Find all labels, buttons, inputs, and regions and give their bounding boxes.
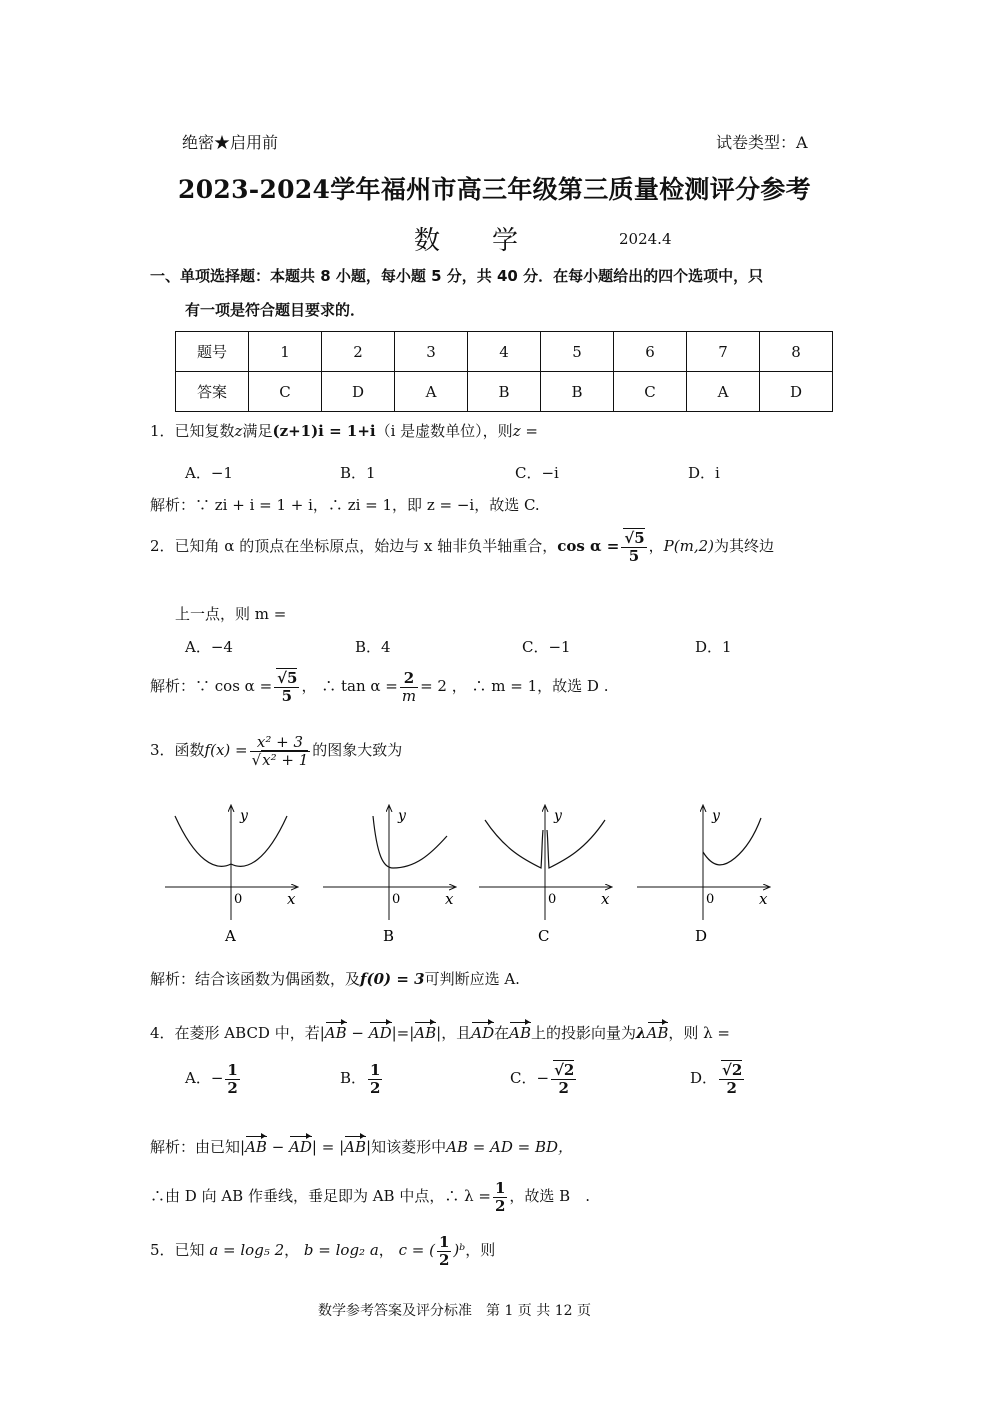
solution-label: 解析： xyxy=(150,1138,196,1156)
vector-ab: AB xyxy=(414,1024,437,1042)
vector-ab: AB xyxy=(245,1138,267,1156)
y-axis-label: y xyxy=(398,808,406,824)
fraction-denominator: 5 xyxy=(628,546,640,565)
answer-table xyxy=(175,331,833,412)
option-sign: − xyxy=(210,1069,224,1087)
q3-solution xyxy=(150,968,520,989)
table-cell: 7 xyxy=(687,332,760,372)
graph-label-d: D xyxy=(695,927,708,945)
solution-label: 解析： xyxy=(150,970,196,988)
x-axis-label: x xyxy=(287,890,296,908)
q4-solution-line2 xyxy=(150,1180,590,1214)
q4-option-a xyxy=(185,1062,242,1096)
table-cell: A xyxy=(687,372,760,412)
solution-label: 解析： xyxy=(150,677,196,695)
q3-stem-text: 的图象大致为 xyxy=(312,741,403,759)
q2-cos-fraction xyxy=(621,530,646,564)
q4-stem xyxy=(150,1022,730,1043)
origin-label: 0 xyxy=(234,892,243,907)
q4-condition: |AB − AD|=|AB| xyxy=(319,1024,442,1042)
fraction-numerator: x² + 3 xyxy=(250,734,311,752)
option-label: C． xyxy=(510,1069,537,1087)
solution-label: 解析： xyxy=(150,496,196,514)
table-cell: 1 xyxy=(249,332,322,372)
fraction-denominator: 2 xyxy=(370,1078,381,1097)
vector-ab: AB xyxy=(509,1024,531,1042)
q2-solution xyxy=(150,670,608,704)
fraction-numerator: 1 xyxy=(438,1233,450,1251)
fraction-numerator: 2 xyxy=(400,670,418,688)
q1-stem-text: 满足 xyxy=(242,422,273,440)
fraction-denominator: m xyxy=(401,686,417,705)
q5-c-exponent: )ᵇ xyxy=(453,1241,466,1259)
q4-sol-condition: |AB − AD| = |AB| xyxy=(240,1138,372,1156)
fraction-numerator: √5 xyxy=(624,529,645,547)
q4-solution-text: ，故选 B . xyxy=(509,1187,590,1205)
q4-solution-text: 知该菱形中 xyxy=(371,1138,447,1156)
q1-equation: (z+1)i = 1+i xyxy=(272,422,376,440)
origin-label: 0 xyxy=(706,892,715,907)
q1-stem-tail: z = xyxy=(512,422,538,440)
q1-stem-text: （i 是虚数单位），则 xyxy=(375,422,513,440)
table-cell: D xyxy=(760,372,833,412)
fraction-denominator: 2 xyxy=(558,1078,569,1097)
q5-c-fraction xyxy=(437,1234,451,1268)
fraction-numerator: √2 xyxy=(722,1061,743,1079)
graph-label-b: B xyxy=(383,927,395,945)
option-label: B． xyxy=(340,1069,367,1087)
q4-solution-text: ∴由 D 向 AB 作垂线，垂足即为 AB 中点，∴ λ = xyxy=(150,1187,491,1205)
option-sign: − xyxy=(536,1069,550,1087)
option-fraction xyxy=(225,1062,239,1096)
option-label: A． xyxy=(185,1069,211,1087)
q1-option-c: C．−i xyxy=(515,464,559,482)
q5-a-definition: a = log₅ 2 xyxy=(209,1241,285,1259)
q1-var-z: z xyxy=(234,422,243,440)
fraction-denominator: 2 xyxy=(494,1196,506,1215)
table-cell: 2 xyxy=(322,332,395,372)
q2-option-a: A．−4 xyxy=(185,638,233,656)
table-cell: 6 xyxy=(614,332,687,372)
q4-solution-line1 xyxy=(150,1136,573,1157)
vector-ab: AB xyxy=(324,1024,347,1042)
page-title: 2023-2024学年福州市高三年级第三质量检测评分参考 xyxy=(178,175,811,204)
q1-option-a: A．−1 xyxy=(185,464,233,482)
vector-ad: AD xyxy=(368,1024,392,1042)
y-axis-label: y xyxy=(554,808,562,824)
vector-ab: AB xyxy=(344,1138,366,1156)
q1-stem-text: 1．已知复数 xyxy=(150,422,235,440)
graph-c xyxy=(479,806,611,945)
q5-c-definition: c = ( xyxy=(398,1241,435,1259)
q4-stem-text: 在 xyxy=(494,1024,510,1042)
table-row-answers xyxy=(176,372,833,412)
graph-b xyxy=(323,806,455,945)
q4-solution-expr: AB = AD = BD， xyxy=(446,1138,574,1156)
confidential-mark: 绝密★启用前 xyxy=(182,133,279,152)
q4-stem-text: ，则 λ = xyxy=(668,1024,730,1042)
q5-stem: 5．已知 a = log₅ 2， b = log₂ a， c = ( $\frac{1}{2}$ )ᵇ，则 xyxy=(150,1233,496,1269)
option-fraction xyxy=(368,1062,382,1096)
origin-label: 0 xyxy=(392,892,401,907)
q4-solution-text: 由已知 xyxy=(195,1138,241,1156)
q1-option-d: D．i xyxy=(688,464,720,482)
graph-d xyxy=(637,806,769,945)
q3-solution-text: 结合该函数为偶函数，及 xyxy=(195,970,361,988)
fraction-numerator: 1 xyxy=(494,1179,506,1197)
q2-stem xyxy=(150,530,774,564)
q2-option-b: B．4 xyxy=(355,638,391,656)
q3-stem-text: 3．函数 xyxy=(150,741,205,759)
q4-stem-text: ，且 xyxy=(441,1024,472,1042)
q2-stem-text: 2．已知角 α 的顶点在坐标原点，始边与 x 轴非负半轴重合， xyxy=(150,537,558,555)
q5-stem-text: ，则 xyxy=(465,1241,496,1259)
q1-solution-text: ∵ zi + i = 1 + i，∴ zi = 1，即 z = −i，故选 C. xyxy=(195,496,540,514)
table-cell: 4 xyxy=(468,332,541,372)
fraction-denominator: 5 xyxy=(281,686,293,705)
table-cell: D xyxy=(322,372,395,412)
q2-sol-cos-fraction xyxy=(274,670,299,704)
fraction-numerator: 1 xyxy=(370,1061,381,1079)
q4-stem-text: 上的投影向量为 xyxy=(530,1024,636,1042)
q2-stem-text: 为其终边 xyxy=(714,537,775,555)
q5-stem-text: 5．已知 xyxy=(150,1241,205,1259)
fraction-denominator: 2 xyxy=(227,1078,238,1097)
page-footer: 数学参考答案及评分标准 第 1 页 共 12 页 xyxy=(318,1303,591,1319)
table-cell: B xyxy=(468,372,541,412)
table-row-numbers xyxy=(176,332,833,372)
vector-ad: AD xyxy=(471,1024,495,1042)
table-cell: 3 xyxy=(395,332,468,372)
q4-option-d xyxy=(690,1062,746,1096)
q3-function-fraction: $\frac{\text{x² + 3}}{\text{√x² + 1}}$ xyxy=(251,733,309,769)
fraction-numerator: 1 xyxy=(227,1061,238,1079)
fraction-denominator: 2 xyxy=(726,1078,737,1097)
q2-stem-text: ， xyxy=(648,537,664,555)
q1-stem xyxy=(150,420,538,441)
x-axis-label: x xyxy=(759,890,768,908)
fraction-denominator: 2 xyxy=(438,1250,450,1269)
fraction-numerator: √5 xyxy=(277,669,298,687)
q2-point: P(m,2) xyxy=(663,537,715,555)
q2-solution-text: = 2 ， ∴ m = 1，故选 D . xyxy=(420,677,609,695)
fraction-numerator: √2 xyxy=(554,1061,575,1079)
option-fraction xyxy=(719,1062,744,1096)
y-axis-label: y xyxy=(240,808,248,824)
q2-sol-tan-fraction xyxy=(400,670,418,704)
y-axis-label: y xyxy=(712,808,720,824)
q2-stem-line2: 上一点，则 m = xyxy=(175,605,287,623)
q2-option-c: C．−1 xyxy=(522,638,571,656)
q3-solution-expr: f(0) = 3 xyxy=(360,970,425,988)
graph-label-c: C xyxy=(538,927,550,945)
option-label: D． xyxy=(690,1069,718,1087)
q1-solution xyxy=(150,494,540,515)
vector-ab: AB xyxy=(646,1024,669,1042)
section-heading-line1: 一、单项选择题：本题共 8 小题，每小题 5 分，共 40 分．在每小题给出的四个选项中，只 xyxy=(150,267,764,285)
q3-solution-text: 可判断应选 A. xyxy=(424,970,520,988)
q4-option-b xyxy=(340,1062,384,1096)
table-header-cell: 题号 xyxy=(176,332,249,372)
q2-cos-label: cos α = xyxy=(557,537,620,555)
x-axis-label: x xyxy=(601,890,610,908)
table-cell: C xyxy=(614,372,687,412)
q4-option-c xyxy=(510,1062,578,1096)
fraction-denominator: x² + 1 xyxy=(262,750,309,769)
q2-solution-text: ， ∴ tan α = xyxy=(301,677,398,695)
graph-a xyxy=(165,806,297,945)
section-heading-line2: 有一项是符合题目要求的． xyxy=(185,301,366,319)
vector-ad: AD xyxy=(289,1138,312,1156)
option-fraction xyxy=(551,1062,576,1096)
table-header-cell: 答案 xyxy=(176,372,249,412)
q3-stem xyxy=(150,734,402,768)
exam-date: 2024.4 xyxy=(619,230,672,248)
q4-stem-text: 4．在菱形 ABCD 中，若 xyxy=(150,1024,320,1042)
origin-label: 0 xyxy=(548,892,557,907)
table-cell: C xyxy=(249,372,322,412)
x-axis-label: x xyxy=(445,890,454,908)
table-cell: 5 xyxy=(541,332,614,372)
q5-b-definition: b = log₂ a xyxy=(303,1241,379,1259)
paper-type: 试卷类型：A xyxy=(716,133,808,152)
q2-solution-text: ∵ cos α = xyxy=(195,677,273,695)
subject-title: 数 学 xyxy=(414,226,519,256)
q4-lambda: λ xyxy=(635,1024,647,1042)
graph-label-a: A xyxy=(225,927,236,945)
q3-graphs xyxy=(155,800,785,950)
q1-option-b: B．1 xyxy=(340,464,376,482)
table-cell: 8 xyxy=(760,332,833,372)
table-cell: B xyxy=(541,372,614,412)
table-cell: A xyxy=(395,372,468,412)
q2-option-d: D．1 xyxy=(695,638,732,656)
q3-function-label: f(x) = xyxy=(204,741,248,759)
q4-sol-fraction xyxy=(493,1180,507,1214)
